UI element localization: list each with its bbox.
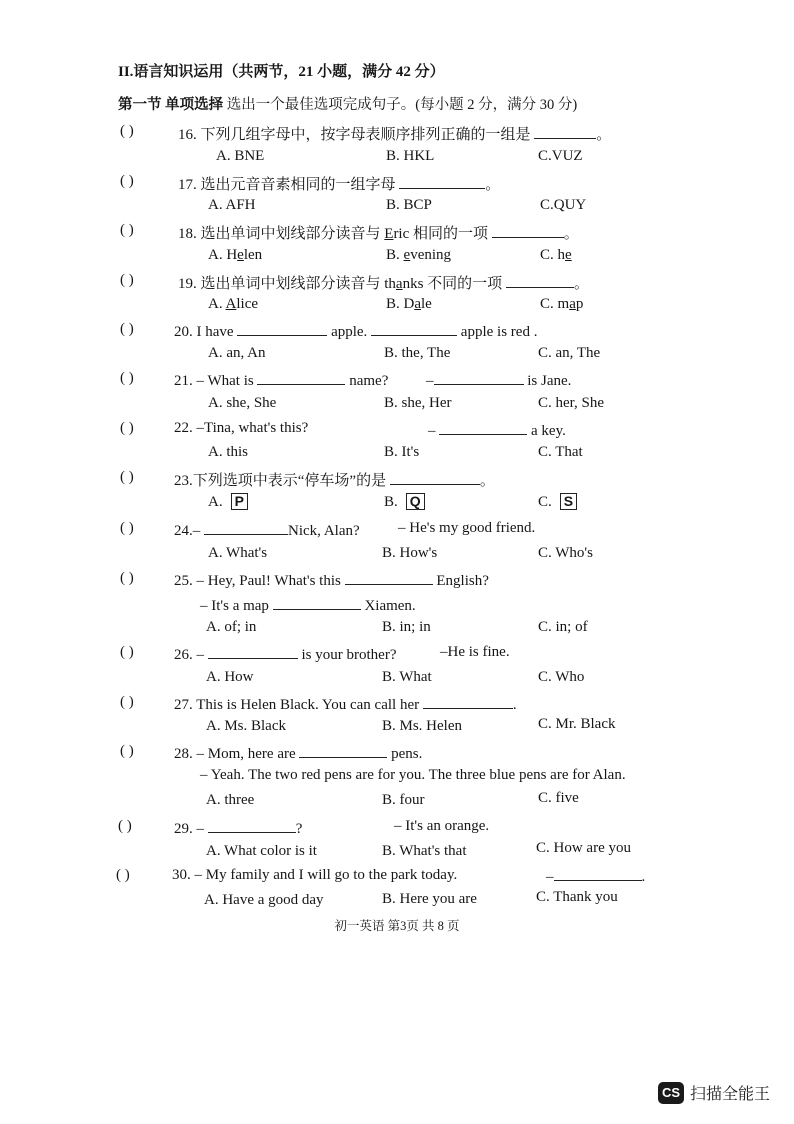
option-b: B. What's that — [382, 843, 467, 859]
question-24-answer: – He's my good friend. — [398, 520, 536, 536]
parking-sign-icon: P — [231, 493, 248, 510]
question-23: 23.下列选项中表示“停车场”的是 。 — [174, 469, 495, 490]
camscanner-logo-icon: CS — [658, 1082, 684, 1104]
option-b: B. four — [382, 792, 425, 808]
option-c: C. five — [538, 790, 579, 806]
question-text: nks 不同的一项 — [402, 276, 503, 292]
question-text: 选出元音音素相同的一组字母 — [200, 177, 396, 193]
answer-paren: ( ) — [120, 222, 134, 238]
answer-paren: ( ) — [120, 420, 134, 436]
question-26-answer: –He is fine. — [440, 644, 510, 660]
question-29-answer: – It's an orange. — [394, 818, 490, 834]
answer-blank — [399, 174, 485, 189]
answer-blank — [208, 644, 298, 659]
option-c: C. map — [540, 296, 584, 312]
option-a: A. she, She — [208, 395, 277, 411]
option-b: B. Ms. Helen — [382, 718, 462, 734]
question-number: 19. — [178, 276, 197, 292]
question-30-answer: – . — [546, 866, 645, 886]
question-number: 16. — [178, 127, 197, 143]
question-22-answer: – a key. — [428, 420, 566, 440]
option-a: A. How — [206, 669, 254, 685]
question-number: 17. — [178, 177, 197, 193]
option-c: C.QUY — [540, 197, 587, 213]
question-text: 选出单词中划线部分读音与 th — [200, 276, 396, 292]
answer-paren: ( ) — [118, 818, 132, 834]
option-c: C. Thank you — [536, 889, 618, 905]
option-b: B. BCP — [386, 197, 432, 213]
answer-paren: ( ) — [120, 173, 134, 189]
q-sign-icon: Q — [406, 493, 425, 510]
question-20: 20. I have apple. apple is red . — [174, 321, 537, 341]
question-16 — [178, 123, 611, 144]
answer-blank — [492, 223, 564, 238]
answer-blank — [208, 818, 296, 833]
option-c: C. he — [540, 247, 572, 263]
answer-blank — [439, 420, 527, 435]
option-a: A. Helen — [208, 247, 263, 263]
question-28-line-2: – Yeah. The two red pens are for you. The three blue pens are for Alan. — [200, 767, 626, 783]
question-29: 29. – ? — [174, 818, 302, 838]
option-c: C. Who's — [538, 545, 593, 561]
s-sign-icon: S — [560, 493, 577, 510]
option-b: B. evening — [386, 247, 452, 263]
question-18 — [178, 222, 579, 243]
underlined-letter: a — [395, 276, 403, 292]
option-a: A. an, An — [208, 345, 266, 361]
question-24: 24.– Nick, Alan? — [174, 520, 360, 540]
question-28: 28. – Mom, here are pens. — [174, 743, 422, 763]
option-c: C. How are you — [536, 840, 631, 856]
option-b: B. What — [382, 669, 432, 685]
question-text: 选出单词中划线部分读音与 — [200, 226, 385, 242]
question-number: 18. — [178, 226, 197, 242]
page-footer: 初一英语 第3页 共 8 页 — [334, 919, 460, 933]
underlined-letter: E — [384, 226, 394, 242]
option-b: B. Here you are — [382, 891, 477, 907]
answer-blank — [554, 866, 642, 881]
option-b: B. in; in — [382, 619, 431, 635]
question-19 — [178, 272, 589, 293]
question-end: 。 — [485, 177, 501, 193]
option-c: C. Mr. Black — [538, 716, 616, 732]
answer-blank — [371, 321, 457, 336]
option-b: B. Q — [384, 493, 425, 511]
option-c: C. in; of — [538, 619, 588, 635]
option-a: A. Have a good day — [204, 892, 324, 908]
question-21: 21. – What is name? — [174, 370, 388, 390]
option-c: C. Who — [538, 669, 585, 685]
question-end: 。 — [573, 276, 589, 292]
option-c: C. an, The — [538, 345, 601, 361]
option-a: A. Ms. Black — [206, 718, 286, 734]
answer-paren: ( ) — [120, 123, 134, 139]
scanner-watermark — [658, 1081, 770, 1104]
option-a: A. What color is it — [206, 843, 317, 859]
answer-blank — [237, 321, 327, 336]
section-instruction-text: 选出一个最佳选项完成句子。(每小题 2 分，满分 30 分) — [223, 97, 578, 113]
option-b: B. It's — [384, 444, 420, 460]
question-22: 22. –Tina, what's this? — [174, 420, 309, 436]
answer-paren: ( ) — [116, 867, 130, 883]
answer-blank — [299, 743, 387, 758]
answer-paren: ( ) — [120, 272, 134, 288]
option-a: A. BNE — [216, 148, 265, 164]
answer-blank — [434, 370, 524, 385]
option-b: B. Dale — [386, 296, 432, 312]
option-a: A. AFH — [208, 197, 256, 213]
answer-paren: ( ) — [120, 370, 134, 386]
question-text: ric 相同的一项 — [393, 226, 489, 242]
answer-blank — [390, 470, 480, 485]
section-label: 第一节 单项选择 — [118, 97, 224, 113]
question-end: 。 — [563, 226, 579, 242]
option-b: B. How's — [382, 545, 438, 561]
option-c: C. her, She — [538, 395, 605, 411]
answer-blank — [273, 595, 361, 610]
option-a: A. P — [208, 493, 248, 511]
answer-blank — [423, 694, 513, 709]
option-a: A. What's — [208, 545, 268, 561]
answer-blank — [534, 124, 596, 139]
answer-paren: ( ) — [120, 321, 134, 337]
option-b: B. she, Her — [384, 395, 452, 411]
option-c: C. S — [538, 493, 577, 511]
answer-blank — [345, 570, 433, 585]
answer-paren: ( ) — [120, 469, 134, 485]
answer-paren: ( ) — [120, 520, 134, 536]
option-a: A. of; in — [206, 619, 257, 635]
answer-paren: ( ) — [120, 570, 134, 586]
question-17 — [178, 173, 500, 194]
section-instruction — [118, 93, 577, 114]
question-end: 。 — [596, 127, 612, 143]
answer-paren: ( ) — [120, 743, 134, 759]
question-25: 25. – Hey, Paul! What's this English? — [174, 570, 489, 590]
answer-blank — [506, 273, 574, 288]
question-30: 30. – My family and I will go to the park today. — [172, 867, 458, 883]
option-b: B. the, The — [384, 345, 451, 361]
answer-blank — [257, 370, 345, 385]
answer-paren: ( ) — [120, 694, 134, 710]
answer-paren: ( ) — [120, 644, 134, 660]
option-c: C.VUZ — [538, 148, 583, 164]
watermark-text: 扫描全能王 — [690, 1084, 771, 1103]
section-title: II.语言知识运用（共两节，21 小题，满分 42 分） — [118, 64, 445, 80]
question-text: 下列几组字母中，按字母表顺序排列正确的一组是 — [200, 127, 531, 143]
question-25-line-2: – It's a map Xiamen. — [200, 595, 416, 615]
option-c: C. That — [538, 444, 583, 460]
question-21-answer: – is Jane. — [426, 370, 571, 390]
answer-blank — [204, 520, 288, 535]
option-a: A. Alice — [208, 296, 259, 312]
option-a: A. three — [206, 792, 255, 808]
question-27: 27. This is Helen Black. You can call her . — [174, 694, 517, 714]
option-b: B. HKL — [386, 148, 435, 164]
option-a: A. this — [208, 444, 249, 460]
question-26: 26. – is your brother? — [174, 644, 396, 664]
